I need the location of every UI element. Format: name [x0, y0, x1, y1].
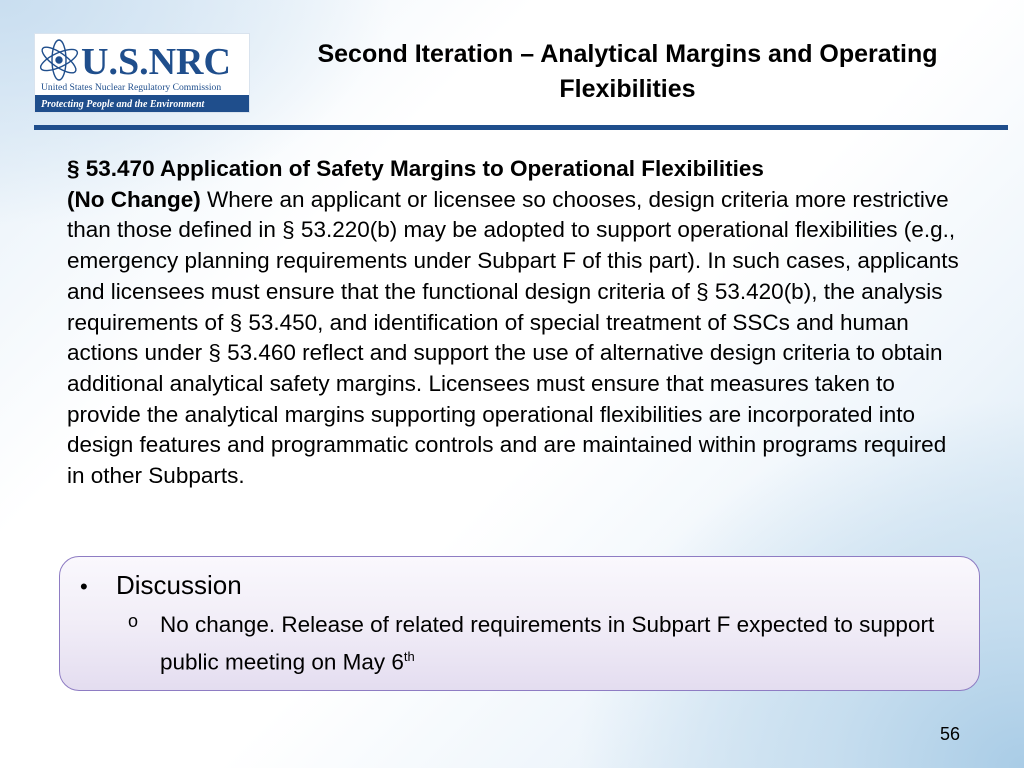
bullet-glyph: • [80, 574, 88, 599]
logo-wordmark: U.S.NRC [81, 41, 231, 83]
discussion-bullet [80, 570, 242, 601]
section-body: Where an applicant or licensee so chooses, design criteria more restrictive than those defined in § 53.220(b) may be adopted to support operational flexibilities (e.g., emergency planning requirements under Subpart F of this part). In such cases, applicants and licensees must ensure that the functional design criteria of § 53.420(b), the analysis requirements of § 53.450, and identification of special treatment of SSCs and human actions under § 53.460 reflect and support the use of alternative design criteria to obtain additional analytical safety margins. Licensees must ensure that measures taken to provide the analytical margins supporting operational flexibilities are incorporated into design features and programmatic controls and are maintained within programs required in other Subparts. [67, 186, 959, 489]
header-divider [34, 125, 1008, 130]
page-number: 56 [939, 724, 961, 744]
discussion-box [59, 556, 980, 691]
sub-bullet-glyph: o [128, 611, 139, 631]
ordinal-suffix: th [403, 649, 415, 664]
slide-title: Second Iteration – Analytical Margins and Operating Flexibilities [317, 40, 938, 103]
discussion-item [128, 609, 970, 679]
section-heading: § 53.470 Application of Safety Margins to Operational Flexibilities [67, 156, 764, 181]
regulation-text [67, 154, 967, 492]
atom-icon [38, 40, 80, 80]
logo-tagline: Protecting People and the Environment [41, 99, 205, 110]
logo-agency-name: United States Nuclear Regulatory Commission [41, 82, 222, 93]
change-status: (No Change) [67, 186, 201, 212]
discussion-label: Discussion [116, 570, 242, 600]
nrc-logo [34, 33, 250, 113]
discussion-item-text: No change. Release of related requirements in Subpart F expected to support public meeting on May 6th [160, 612, 935, 675]
